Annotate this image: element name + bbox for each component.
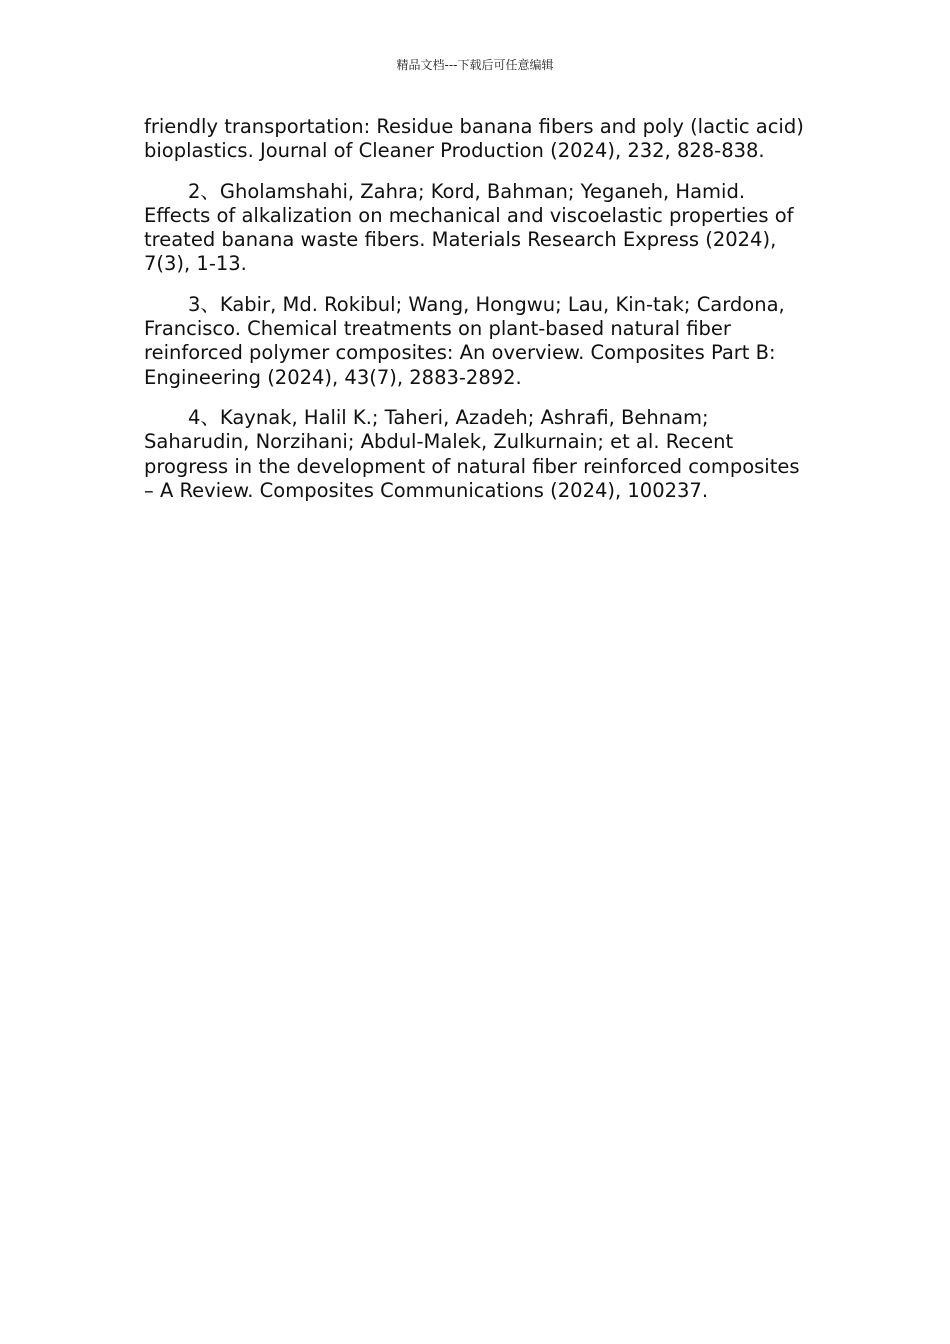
reference-continuation: friendly transportation: Residue banana fibers and poly (lactic acid) bioplastics. Journal of Cleaner Production (2024), 232, 828-838. bbox=[144, 115, 804, 163]
reference-list bbox=[144, 115, 804, 519]
reference-item-4: 4、Kaynak, Halil K.; Taheri, Azadeh; Ashrafi, Behnam; Saharudin, Norzihani; Abdul-Malek, Zulkurnain; et al. Recent progress in the development of natural fiber reinforced composites – A Review. Composites Communications (2024), 100237. bbox=[144, 405, 800, 502]
page-header: 精品文档---下载后可任意编辑 bbox=[396, 58, 554, 72]
reference-item-3: 3、Kabir, Md. Rokibul; Wang, Hongwu; Lau, Kin-tak; Cardona, Francisco. Chemical treatments on plant-based natural fiber reinforced polymer composites: An overview. Composites Part B: Engineering (2024), 43(7), 2883-2892. bbox=[144, 292, 785, 389]
reference-item-2: 2、Gholamshahi, Zahra; Kord, Bahman; Yeganeh, Hamid. Effects of alkalization on mechanical and viscoelastic properties of treated banana waste fibers. Materials Research Express (2024), 7(3), 1-13. bbox=[144, 179, 794, 276]
